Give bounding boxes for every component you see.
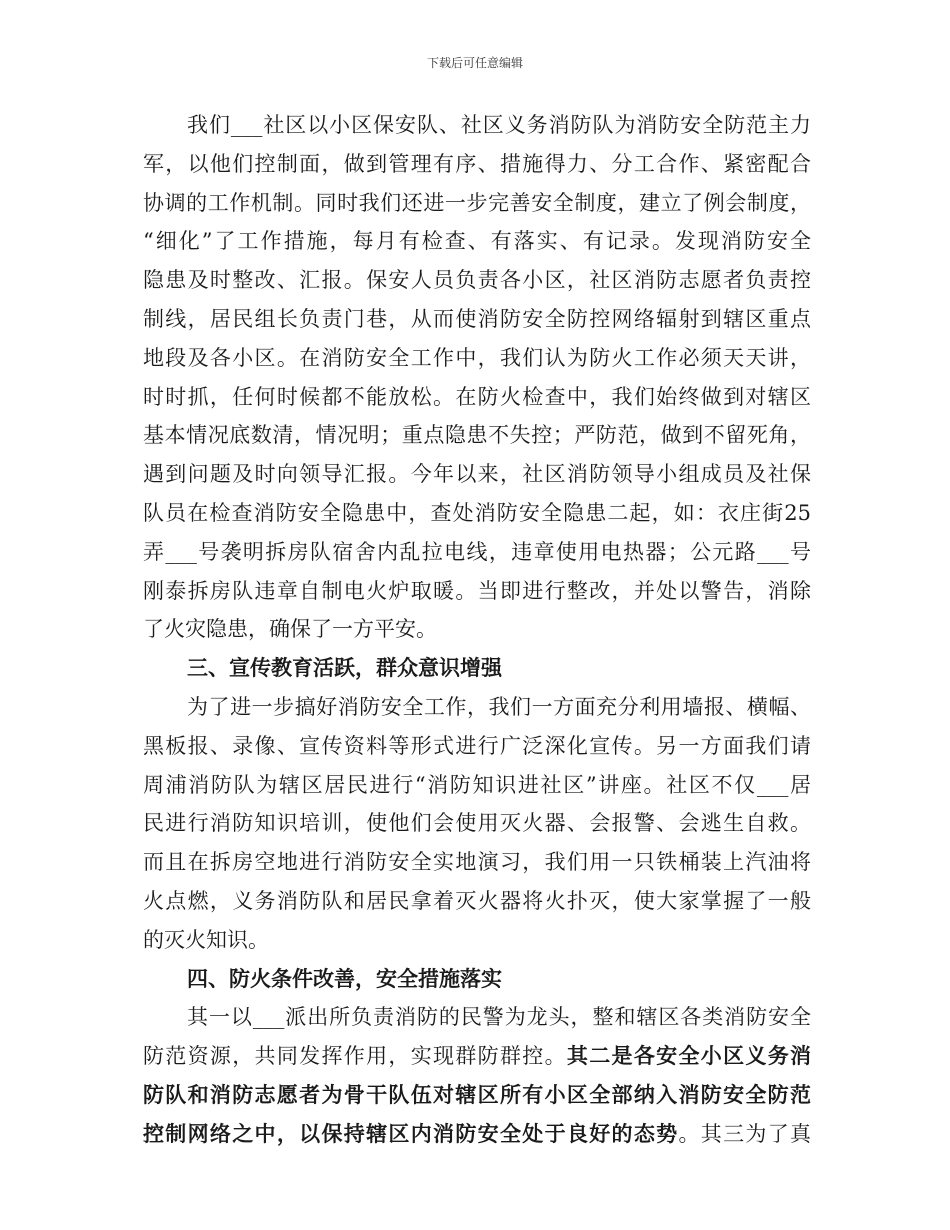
paragraph-line: 其一以___派出所负责消防的民警为龙头，整和辖区各类消防安全 bbox=[187, 1005, 811, 1030]
paragraph-line: 刚泰拆房队违章自制电火炉取暖。当即进行整改，并处以警告，消除 bbox=[143, 578, 811, 603]
paragraph-line: 隐患及时整改、汇报。保安人员负责各小区，社区消防志愿者负责控 bbox=[143, 268, 811, 293]
paragraph-line: 队员在检查消防安全隐患中，查处消防安全隐患二起，如：衣庄街25 bbox=[143, 500, 811, 525]
paragraph-line: “细化”了工作措施，每月有检查、有落实、有记录。发现消防安全 bbox=[143, 229, 811, 254]
paragraph-line bbox=[143, 1115, 811, 1154]
paragraph-line: 而且在拆房空地进行消防安全实地演习，我们用一只铁桶装上汽油将 bbox=[143, 850, 811, 875]
paragraph-line: 防队和消防志愿者为骨干队伍对辖区所有小区全部纳入消防安全防范 bbox=[143, 1081, 811, 1107]
bold-text: 控制网络之中，以保持辖区内消防安全处于良好的态势 bbox=[143, 1120, 679, 1146]
paragraph-line: 弄___号袭明拆房队宿舍内乱拉电线，违章使用电热器；公元路___号 bbox=[143, 539, 811, 564]
section-heading: 三、宣传教育活跃，群众意识增强 bbox=[187, 655, 502, 681]
line-text: 防范资源，共同发挥作用，实现群防群控。 bbox=[143, 1044, 567, 1069]
paragraph-line: 时时抓，任何时候都不能放松。在防火检查中，我们始终做到对辖区 bbox=[143, 384, 811, 409]
paragraph-line: 周浦消防队为辖区居民进行“消防知识进社区”讲座。社区不仅___居 bbox=[143, 772, 811, 797]
paragraph-line: 军，以他们控制面，做到管理有序、措施得力、分工合作、紧密配合 bbox=[143, 151, 811, 176]
paragraph-line: 了火灾隐患，确保了一方平安。 bbox=[143, 617, 437, 642]
paragraph-line: 制线，居民组长负责门巷，从而使消防安全防控网络辐射到辖区重点 bbox=[143, 306, 811, 331]
paragraph-line: 地段及各小区。在消防安全工作中，我们认为防火工作必须天天讲， bbox=[143, 345, 811, 370]
page-header: 下载后可任意编辑 bbox=[426, 56, 523, 70]
paragraph-line: 火点燃，义务消防队和居民拿着灭火器将火扑灭，使大家掌握了一般 bbox=[143, 888, 811, 913]
paragraph-line: 遇到问题及时向领导汇报。今年以来，社区消防领导小组成员及社保 bbox=[143, 462, 811, 487]
paragraph-line: 我们___社区以小区保安队、社区义务消防队为消防安全防范主力 bbox=[187, 113, 811, 137]
line-text: 。其三为了真 bbox=[678, 1121, 812, 1146]
section-heading: 四、防火条件改善，安全措施落实 bbox=[187, 965, 502, 991]
document-body bbox=[143, 106, 811, 1154]
bold-text: 其二是各安全小区义务消 bbox=[566, 1043, 812, 1069]
paragraph-line: 基本情况底数清，情况明；重点隐患不失控；严防范，做到不留死角， bbox=[143, 423, 811, 448]
paragraph-line: 民进行消防知识培训，使他们会使用灭火器、会报警、会逃生自救。 bbox=[143, 811, 811, 836]
paragraph-line: 协调的工作机制。同时我们还进一步完善安全制度，建立了例会制度， bbox=[143, 190, 811, 215]
paragraph-line: 的灭火知识。 bbox=[143, 927, 269, 952]
paragraph-line: 为了进一步搞好消防安全工作，我们一方面充分利用墙报、横幅、 bbox=[187, 694, 811, 719]
paragraph-line: 黑板报、录像、宣传资料等形式进行广泛深化宣传。另一方面我们请 bbox=[143, 733, 811, 758]
paragraph-line bbox=[143, 1037, 811, 1076]
